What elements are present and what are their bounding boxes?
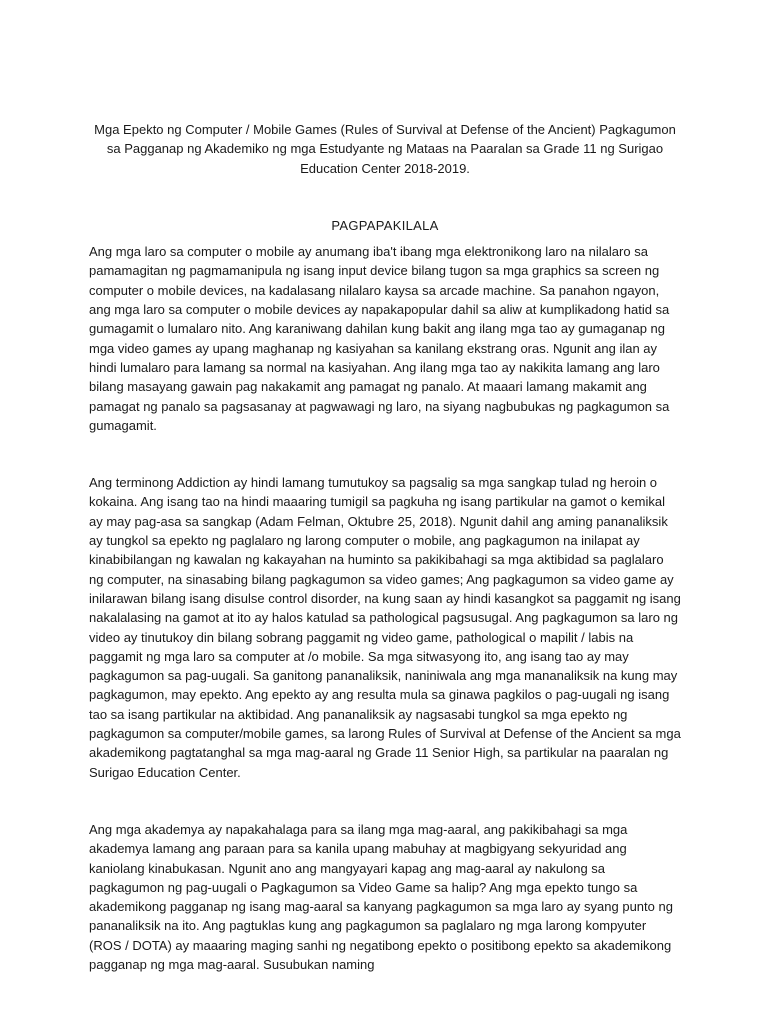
document-title: Mga Epekto ng Computer / Mobile Games (Rules of Survival at Defense of the Ancient) Pagkagumon sa Pagganap ng Akademiko ng mga Estudyante ng Mataas na Paaralan sa Grade 11 ng Surigao Education Center 2018-2019. <box>94 122 676 176</box>
section-heading: PAGPAPAKILALA <box>331 217 439 233</box>
paragraph-addiction: Ang terminong Addiction ay hindi lamang tumutukoy sa pagsalig sa mga sangkap tulad ng heroin o kokaina. Ang isang tao na hindi maaaring tumigil sa pagkuha ng isang partikular na gamot o kemikal ay may pag-asa sa sangkap (Adam Felman, Oktubre 25, 2018). Ngunit dahil ang aming pananaliksik ay tungkol sa epekto ng paglalaro ng larong computer o mobile, ang pagkagumon na inilapat ay kinabibilangan ng kawalan ng kakayahan na huminto sa pakikibahagi sa mga aktibidad sa paglalaro ng computer, na sinasabing bilang pagkagumon sa video games; Ang pagkagumon sa video game ay inilarawan bilang isang disulse control disorder, na kung saan ay hindi kasangkot sa paggamit ng isang nakalalasing na gamot at ito ay halos katulad sa pathological pagsusugal. Ang pagkagumon sa laro ng video ay tinutukoy din bilang sobrang paggamit ng video game, pathological o mapilit / labis na paggamit ng mga laro sa computer at /o mobile. Sa mga sitwasyong ito, ang isang tao ay may pagkagumon sa pag-uugali. Sa ganitong pananaliksik, naniniwala ang mga mananaliksik na kung may pagkagumon, may epekto. Ang epekto ay ang resulta mula sa ginawa pagkilos o pag-uugali ng isang tao sa isang partikular na aktibidad. Ang pananaliksik ay nagsasabi tungkol sa mga epekto ng pagkagumon sa computer/mobile games, sa larong Rules of Survival at Defense of the Ancient sa mga akademikong pagtatanghal sa mga mag-aaral ng Grade 11 Senior High, sa partikular na paaralan ng Surigao Education Center. <box>89 475 681 780</box>
paragraph-academics: Ang mga akademya ay napakahalaga para sa ilang mga mag-aaral, ang pakikibahagi sa mga akademya lamang ang paraan para sa kanila upang mabuhay at magbigyang sekyuridad ang kaniolang kinabukasan. Ngunit ano ang mangyayari kapag ang mag-aaral ay nakulong sa pagkagumon ng pag-uugali o Pagkagumon sa Video Game sa halip? Ang mga epekto tungo sa akademikong pagganap ng isang mag-aaral sa kanyang pagkagumon sa mga laro ay syang punto ng pananaliksik na ito. Ang pagtuklas kung ang pagkagumon sa paglalaro ng mga larong kompyuter (ROS / DOTA) ay maaaring maging sanhi ng negatibong epekto o positibong epekto sa akademikong pagganap ng mga mag-aaral. Susubukan naming <box>89 821 673 972</box>
document-body <box>89 120 681 974</box>
paragraph-introduction: Ang mga laro sa computer o mobile ay anumang iba't ibang mga elektronikong laro na nilalaro sa pamamagitan ng pagmamanipula ng isang input device bilang tugon sa mga graphics sa screen ng computer o mobile devices, na kadalasang nilalaro kaysa sa arcade machine. Sa panahon ngayon, ang mga laro sa computer o mobile devices ay napakapopular dahil sa aliw at kumplikadong hatid sa gumagamit o lumalaro nito. Ang karaniwang dahilan kung bakit ang ilang mga tao ay gumaganap ng mga video games ay upang maghanap ng kasiyahan sa kanilang ekstrang oras. Ngunit ang ilan ay hindi lumalaro para lamang sa normal na kasiyahan. Ang ilang mga tao ay nakikita lamang ang laro bilang masayang gawain pag nakakamit ang pamagat ng panalo. At maaari lamang makamit ang pamagat ng panalo sa pagsasanay at pagwawagi ng laro, na siyang nagbubukas ng pagkagumon sa gumagamit. <box>89 244 670 433</box>
